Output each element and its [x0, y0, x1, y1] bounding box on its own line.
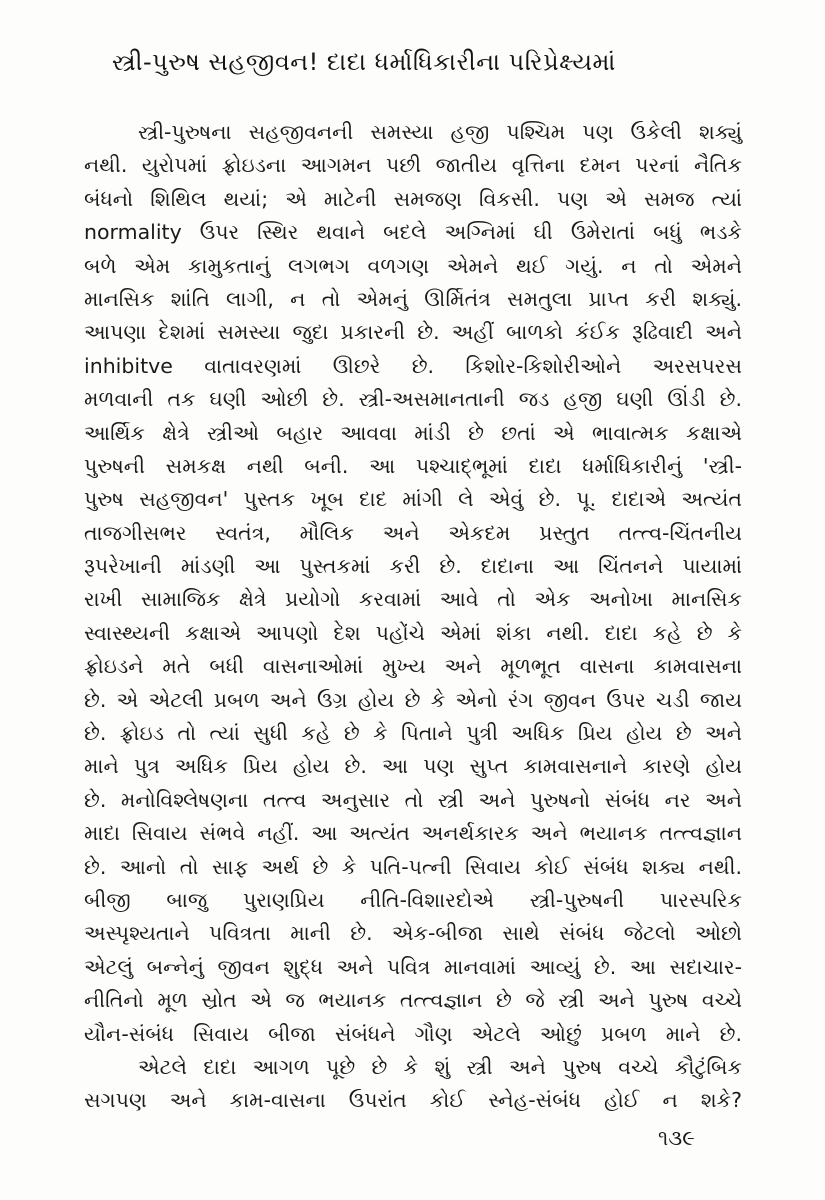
text-line: માને પુત્ર અધિક પ્રિય હોય છે. આ પણ સુપ્ત કામવાસનાને કારણે હોય: [84, 754, 742, 779]
text-line: સગપણ અને કામ-વાસના ઉપરાંત કોઈ સ્નેહ-સંબંધ હોઈ ન શકે?: [84, 1088, 742, 1113]
body-text: [84, 116, 742, 1118]
text-line: અસ્પૃશ્યતાને પવિત્રતા માની છે. એક-બીજા સાથે સંબંધ જેટલો ઓછો: [84, 921, 742, 946]
text-line: નીતિનો મૂળ સ્રોત એ જ ભયાનક તત્ત્વજ્ઞાન છે જે સ્ત્રી અને પુરુષ વચ્ચે: [84, 988, 742, 1013]
text-line: પુરુષ સહજીવન' પુસ્તક ખૂબ દાદ માંગી લે એવું છે. પૂ. દાદાએ અત્યંત: [84, 487, 742, 512]
text-line: ફ્રોઇડને મતે બધી વાસનાઓમાં મુખ્ય અને મૂળભૂત વાસના કામવાસના: [84, 654, 742, 679]
text-line: માદા સિવાય સંભવે નહીં. આ અત્યંત અનર્થકારક અને ભયાનક તત્ત્વજ્ઞાન: [84, 821, 742, 846]
text-line: આપણા દેશમાં સમસ્યા જુદા પ્રકારની છે. અહીં બાળકો કંઈક રૂઢિવાદી અને: [84, 320, 742, 345]
text-line: આર્થિક ક્ષેત્રે સ્ત્રીઓ બહાર આવવા માંડી છે છતાં એ ભાવાત્મક કક્ષાએ: [84, 420, 742, 445]
text-line: નથી. યુરોપમાં ફ્રોઇડના આગમન પછી જાતીય વૃત્તિના દમન પરનાં નૈતિક: [84, 153, 742, 178]
text-line: છે. એ એટલી પ્રબળ અને ઉગ્ર હોય છે કે એનો રંગ જીવન ઉપર ચડી જાય: [84, 687, 742, 712]
text-line: normality ઉપર સ્થિર થવાને બદલે અગ્નિમાં ઘી ઉમેરાતાં બધું ભડકે: [84, 220, 742, 245]
text-line: inhibitve વાતાવરણમાં ઊછરે છે. કિશોર-કિશોરીઓને અરસપરસ: [84, 353, 742, 378]
text-line: તાજગીસભર સ્વતંત્ર, મૌલિક અને એકદમ પ્રસ્તુત તત્ત્વ-ચિંતનીય: [84, 520, 742, 545]
text-line: યૌન-સંબંધ સિવાય બીજા સંબંધને ગૌણ એટલે ઓછું પ્રબળ માને છે.: [84, 1021, 742, 1046]
text-line: એટલે દાદા આગળ પૂછે છે કે શું સ્ત્રી અને પુરુષ વચ્ચે કૌટુંબિક: [138, 1054, 742, 1079]
text-line: છે. આનો તો સાફ અર્થ છે કે પતિ-પત્ની સિવાય કોઈ સંબંધ શક્ય નથી.: [84, 854, 742, 879]
page-title: સ્ત્રી-પુરુષ સહજીવન! દાદા ધર્માધિકારીના પરિપ્રેક્ષ્યમાં: [112, 48, 616, 76]
text-line: સ્ત્રી-પુરુષના સહજીવનની સમસ્યા હજી પશ્ચિમ પણ ઉકેલી શક્યું: [138, 120, 742, 144]
text-line: માનસિક શાંતિ લાગી, ન તો એમનું ઊર્મિતંત્ર સમતુલા પ્રાપ્ત કરી શક્યું.: [84, 286, 742, 311]
text-line: છે. મનોવિશ્લેષણના તત્ત્વ અનુસાર તો સ્ત્રી અને પુરુષનો સંબંધ નર અને: [84, 787, 742, 812]
text-line: એટલું બન્નેનું જીવન શુદ્ધ અને પવિત્ર માનવામાં આવ્યું છે. આ સદાચાર-: [84, 954, 742, 979]
text-line: રાખી સામાજિક ક્ષેત્રે પ્રયોગો કરવામાં આવે તો એક અનોખા માનસિક: [84, 587, 742, 612]
text-line: બળે એમ કામુકતાનું લગભગ વળગણ એમને થઈ ગયું. ન તો એમને: [84, 253, 742, 278]
page-number: ૧૩૯: [658, 1126, 695, 1150]
text-line: મળવાની તક ઘણી ઓછી છે. સ્ત્રી-અસમાનતાની જડ હજી ઘણી ઊંડી છે.: [84, 387, 742, 412]
text-line: સ્વાસ્થ્યની કક્ષાએ આપણો દેશ પહોંચે એમાં શંકા નથી. દાદા કહે છે કે: [84, 620, 742, 645]
text-line: છે. ફ્રોઇડ તો ત્યાં સુધી કહે છે કે પિતાને પુત્રી અધિક પ્રિય હોય છે અને: [84, 721, 742, 746]
text-line: પુરુષની સમકક્ષ નથી બની. આ પશ્ચાદ્ભૂમાં દાદા ધર્માધિકારીનું 'સ્ત્રી-: [84, 453, 742, 478]
text-line: બીજી બાજુ પુરાણપ્રિય નીતિ-વિશારદોએ સ્ત્રી-પુરુષની પારસ્પરિક: [84, 887, 742, 912]
text-line: બંધનો શિથિલ થયાં; એ માટેની સમજણ વિકસી. પણ એ સમજ ત્યાં: [84, 186, 742, 211]
text-line: રૂપરેખાની માંડણી આ પુસ્તકમાં કરી છે. દાદાના આ ચિંતનને પાયામાં: [84, 554, 742, 579]
